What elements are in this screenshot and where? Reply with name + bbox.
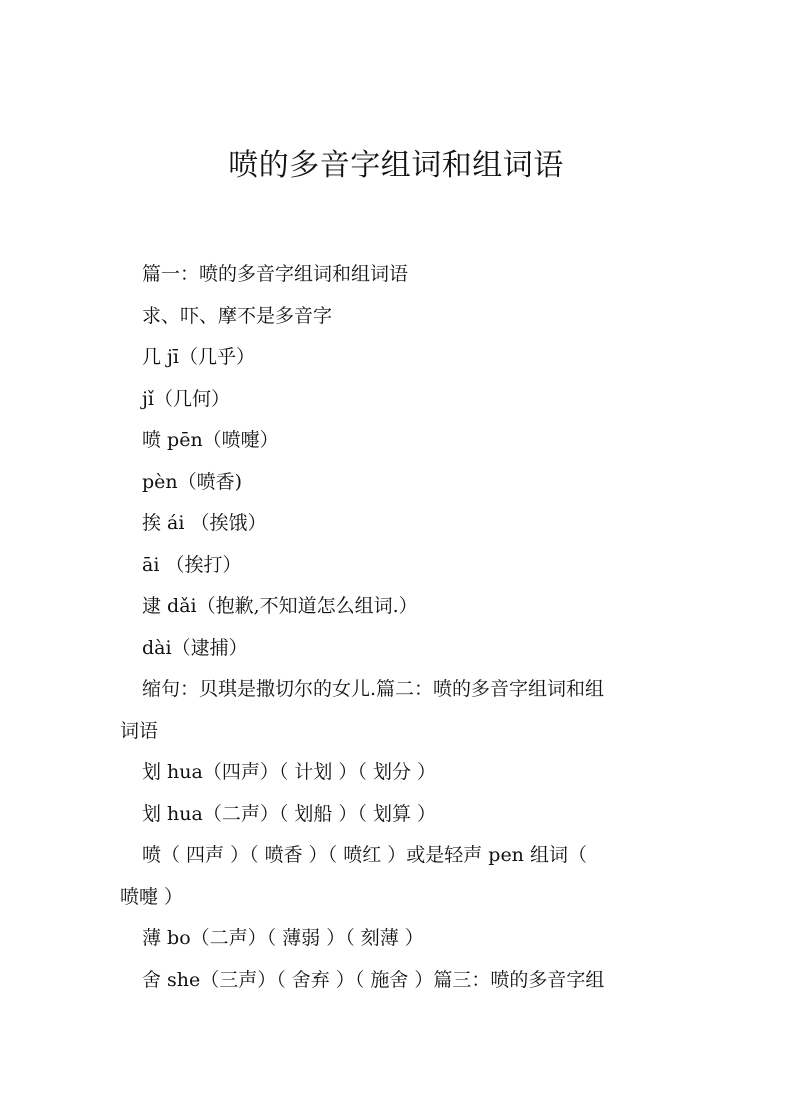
text-line: 逮 dǎi（抱歉,不知道怎么组词.） [142, 595, 418, 617]
document-title: 喷的多音字组词和组词语 [228, 148, 564, 183]
text-line: 喷 pēn（喷嚏） [142, 429, 279, 451]
text-line: 划 hua（二声）（ 划船 ）（ 划算 ） [142, 802, 436, 825]
text-line: pèn（喷香) [142, 470, 243, 493]
text-line: 喷（ 四声 ）（ 喷香 ）（ 喷红 ）或是轻声 pen 组词（ [142, 844, 587, 866]
text-line: dài（逮捕） [142, 636, 248, 659]
text-line: 几 jī（几乎） [142, 346, 256, 368]
text-line: āi （挨打） [142, 553, 242, 576]
document-body [120, 254, 676, 1001]
text-line: 挨 ái （挨饿） [142, 512, 267, 534]
text-line: 薄 bo（二声）（ 薄弱 ）（ 刻薄 ） [142, 927, 424, 949]
text-line-continuation: 喷嚏 ） [120, 885, 184, 908]
text-line: 篇一：喷的多音字组词和组词语 [142, 263, 409, 285]
text-line: 划 hua（四声）（ 计划 ）（ 划分 ） [142, 761, 436, 783]
text-line: 缩句：贝琪是撒切尔的女儿.篇二：喷的多音字组词和组 [142, 678, 605, 700]
text-line: jǐ（几何） [142, 387, 230, 410]
text-line: 求、吓、摩不是多音字 [142, 304, 333, 327]
text-line: 舍 she（三声）（ 舍弃 ）（ 施舍 ）篇三：喷的多音字组 [142, 968, 605, 991]
text-line-continuation: 词语 [120, 719, 159, 742]
